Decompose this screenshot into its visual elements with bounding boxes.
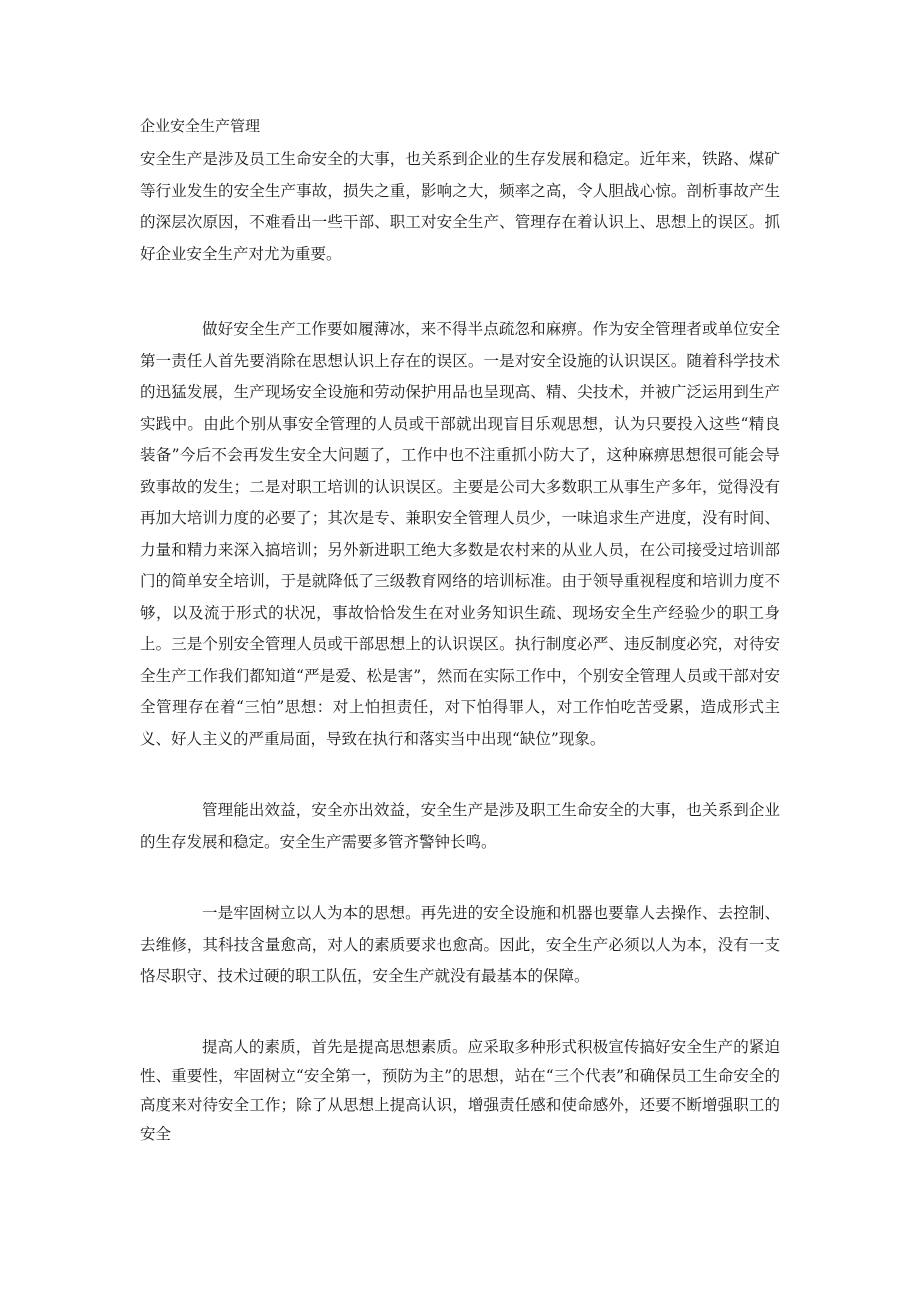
paragraph-spacer [140, 270, 780, 314]
paragraph-spacer [140, 755, 780, 795]
document-page [140, 112, 780, 1149]
paragraph-improve-quality: 提高人的素质，首先是提高思想素质。应采取多种形式积极宣传搞好安全生产的紧迫性、重要性，牢固树立“安全第一，预防为主”的思想，站在“三个代表”和确保员工生命安全的高度来对待安全工作；除了从思想上提高认识，增强责任感和使命感外，还要不断增强职工的安全 [140, 1037, 780, 1143]
paragraph-people-oriented: 一是牢固树立以人为本的思想。再先进的安全设施和机器也要靠人去操作、去控制、去维修，其科技含量愈高，对人的素质要求也愈高。因此，安全生产必须以人为本，没有一支恪尽职守、技术过硬的职工队伍，安全生产就没有最基本的保障。 [140, 904, 780, 985]
document-title: 企业安全生产管理 [140, 117, 261, 135]
paragraph-spacer [140, 858, 780, 898]
paragraph-spacer [140, 993, 780, 1033]
paragraph-misconceptions: 做好安全生产工作要如履薄冰，来不得半点疏忽和麻痹。作为安全管理者或单位安全第一责任人首先要消除在思想认识上存在的误区。一是对安全设施的认识误区。随着科学技术的迅猛发展，生产现场安全设施和劳动保护用品也呈现高、精、尖技术，并被广泛运用到生产实践中。由此个别从事安全管理的人员或干部就出现盲目乐观思想，认为只要投入这些“精良装备”今后不会再发生安全大问题了，工作中也不注重抓小防大了，这种麻痹思想很可能会导致事故的发生；二是对职工培训的认识误区。主要是公司大多数职工从事生产多年，觉得没有再加大培训力度的必要了；其次是专、兼职安全管理人员少，一味追求生产进度，没有时间、力量和精力来深入搞培训；另外新进职工绝大多数是农村来的从业人员，在公司接受过培训部门的简单安全培训，于是就降低了三级教育网络的培训标准。由于领导重视程度和培训力度不够，以及流于形式的状况，事故恰恰发生在对业务知识生疏、现场安全生产经验少的职工身上。三是个别安全管理人员或干部思想上的认识误区。执行制度必严、违反制度必究，对待安全生产工作我们都知道“严是爱、松是害”，然而在实际工作中，个别安全管理人员或干部对安全管理存在着“三怕”思想：对上怕担责任，对下怕得罪人，对工作怕吃苦受累，造成形式主义、好人主义的严重局面，导致在执行和落实当中出现“缺位”现象。 [140, 320, 780, 748]
paragraph-intro: 安全生产是涉及员工生命安全的大事，也关系到企业的生存发展和稳定。近年来，铁路、煤矿等行业发生的安全生产事故，损失之重，影响之大，频率之高，令人胆战心惊。剖析事故产生的深层次原因，不难看出一些干部、职工对安全生产、管理存在着认识上、思想上的误区。抓好企业安全生产对尤为重要。 [140, 150, 780, 263]
paragraph-management-benefit: 管理能出效益，安全亦出效益，安全生产是涉及职工生命安全的大事，也关系到企业的生存发展和稳定。安全生产需要多管齐警钟长鸣。 [140, 801, 780, 851]
